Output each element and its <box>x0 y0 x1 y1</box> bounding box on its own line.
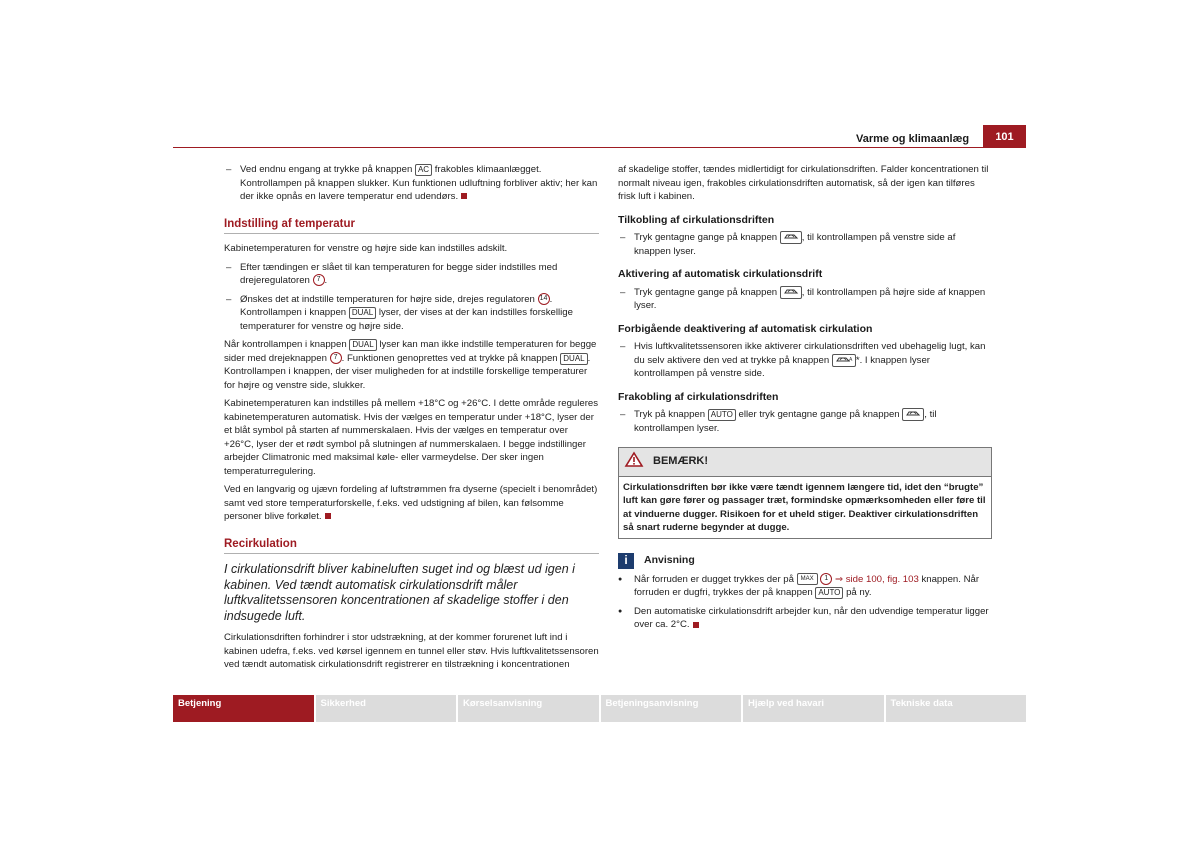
info-icon: i <box>618 553 634 569</box>
page-reference-link[interactable]: ⇒ side 100, fig. 103 <box>835 573 919 585</box>
footer-nav <box>173 695 1026 722</box>
callout-number: 14 <box>538 293 550 305</box>
recirculation-car-icon <box>780 286 802 299</box>
list-item: – Tryk gentagne gange på knappen , til kontrollampen på venstre side af knappen lyser. <box>618 231 992 258</box>
auto-key: AUTO <box>815 587 843 599</box>
paragraph: Cirkulationsdriften forhindrer i stor udstrækning, at der kommer forurenet luft ind i kabinen udefra, f.eks. ved kørsel igennem en tunnel eller støv. Hvis luftkvalitetssensoren ved tændt automatisk cirkulationsdrift registrerer en tilstrækning i koncentrationen <box>224 632 599 670</box>
recirculation-car-icon <box>780 231 802 244</box>
subheading: Aktivering af automatisk cirkulationsdrift <box>618 268 823 281</box>
end-mark <box>461 193 467 199</box>
note-header <box>618 553 992 569</box>
warning-label: BEMÆRK! <box>653 455 708 468</box>
dual-key: DUAL <box>349 339 376 351</box>
callout-number: 7 <box>330 352 342 364</box>
paragraph: Ved en langvarig og ujævn fordeling af luftstrømmen fra dyserne (specielt i benområdet) samt ved store temperaturforskelle, f.eks. ved udstigning af bilen, kan følsomme personer blive forkølet. <box>224 484 598 522</box>
max-defrost-key: MAX <box>797 573 818 585</box>
warning-triangle-icon <box>625 452 643 472</box>
section-title-recirculation: Recirkulation <box>224 538 599 555</box>
tab-betjeningsanvisning[interactable]: Betjeningsanvisning <box>601 695 742 722</box>
right-column <box>618 163 992 637</box>
list-item: – Tryk på knappen AUTO eller tryk gentagne gange på knappen , til kontrollampen lyser. <box>618 408 992 435</box>
ac-key: AC <box>415 164 432 176</box>
tab-korselsanvisning[interactable]: Kørselsanvisning <box>458 695 599 722</box>
list-item: – Efter tændingen er slået til kan temperaturen for begge sider indstilles med drejeregulatoren 7 . <box>224 261 599 288</box>
auto-key: AUTO <box>708 409 736 421</box>
subheading: Forbigående deaktivering af automatisk cirkulation <box>618 322 873 335</box>
list-item: – Ønskes det at indstille temperaturen for højre side, drejes regulatoren 14 . Kontrollampen i knappen DUAL lyser, der vises at der kan indstilles forskellige temperaturer for venstre og højre side. <box>224 293 599 334</box>
page-number: 101 <box>983 125 1026 148</box>
tab-betjening[interactable]: Betjening <box>173 695 314 722</box>
end-mark <box>693 622 699 628</box>
lead-paragraph: I cirkulationsdrift bliver kabineluften suget ind og blæst ud igen i kabinen. Ved tændt automatisk cirkulationsdrift måler luftkvalitetssensoren koncentrationen af skadelige stoffer i den indsugede luft. <box>224 562 575 623</box>
dual-key: DUAL <box>560 353 587 365</box>
tab-hjaelp-ved-havari[interactable]: Hjælp ved havari <box>743 695 884 722</box>
note-item: ● Når forruden er dugget trykkes der på MAX 1 ⇒ side 100, fig. 103 knappen. Når forruden er dugfri, trykkes der på knappen AUTO på ny. <box>618 573 992 600</box>
header-rule <box>173 147 1026 148</box>
subheading: Frakobling af cirkulationsdriften <box>618 390 779 403</box>
recirculation-car-icon <box>902 408 924 421</box>
callout-number: 7 <box>313 274 325 286</box>
paragraph: Når kontrollampen i knappen DUAL lyser kan man ikke indstille temperaturen for begge sider med drejeknappen 7 . Funktionen genoprettes ved at trykke på knappen DUAL . Kontrollampen i knappen, der viser muligheden for at indstille forskellige temperaturer for højre og venstre side, slukker. <box>224 339 597 391</box>
note-title: Anvisning <box>644 553 695 566</box>
warning-header <box>619 448 991 477</box>
warning-text: Cirkulationsdriften bør ikke være tændt igennem længere tid, idet den “brugte” luft kan gøre fører og passager træt, formindske opmærksomheden eller føre til at vinduerne dugger. Risikoen for et uheld stiger. Deaktiver cirkulationsdriften så snart ruderne begynder at dugge. <box>623 481 986 534</box>
page-header-title: Varme og klimaanlæg <box>856 133 970 145</box>
callout-number: 1 <box>820 573 832 585</box>
end-mark <box>325 513 331 519</box>
note-item: ● Den automatiske cirkulationsdrift arbejder kun, når den udvendige temperatur ligger over ca. 2°C. <box>618 605 992 632</box>
tab-sikkerhed[interactable]: Sikkerhed <box>316 695 457 722</box>
list-item: – Hvis luftkvalitetssensoren ikke aktiverer cirkulationsdriften ved ubehagelig lugt, kan du selv aktivere den ved at trykke på knappen A *. I knappen lyser kontrollampen på venstre side. <box>618 340 992 381</box>
paragraph: Kabinetemperaturen kan indstilles på mellem +18°C og +26°C. I dette område reguleres kabinetemperaturen automatisk. Hvis der vælges en temperatur under +18°C, lyser der et blåt symbol på starten af nummerskalaen. Hvis der vælges en temperatur over +26°C, lyser der et rødt symbol på slutningen af nummerskalaen. I begge indstillinger arbejder Climatronic med maksimal køle- eller varmeydelse. Der sker ingen temperaturregulering. <box>224 398 599 477</box>
warning-box <box>618 447 992 539</box>
dual-key: DUAL <box>349 307 376 319</box>
list-item: – Tryk gentagne gange på knappen , til kontrollampen på højre side af knappen lyser. <box>618 286 992 313</box>
paragraph: af skadelige stoffer, tændes midlertidigt for cirkulationsdriften. Falder koncentrationen til normalt niveau igen, frakobles cirkulationsdriften automatisk, så der igen kan tilføres frisk luft i kabinen. <box>618 164 989 202</box>
section-title-temperature: Indstilling af temperatur <box>224 218 599 235</box>
tab-tekniske-data[interactable]: Tekniske data <box>886 695 1027 722</box>
list-item: – Ved endnu engang at trykke på knappen AC frakobles klimaanlægget. Kontrollampen på knappen slukker. Kun funktionen udluftning forbliver aktiv; her kan der ikke opnås en lavere temperatur end udendørs. <box>224 163 599 204</box>
left-column <box>224 163 599 677</box>
recirculation-car-icon <box>832 354 856 367</box>
subheading: Tilkobling af cirkulationsdriften <box>618 213 775 226</box>
paragraph: Kabinetemperaturen for venstre og højre side kan indstilles adskilt. <box>224 243 508 254</box>
svg-text:A: A <box>848 356 853 363</box>
